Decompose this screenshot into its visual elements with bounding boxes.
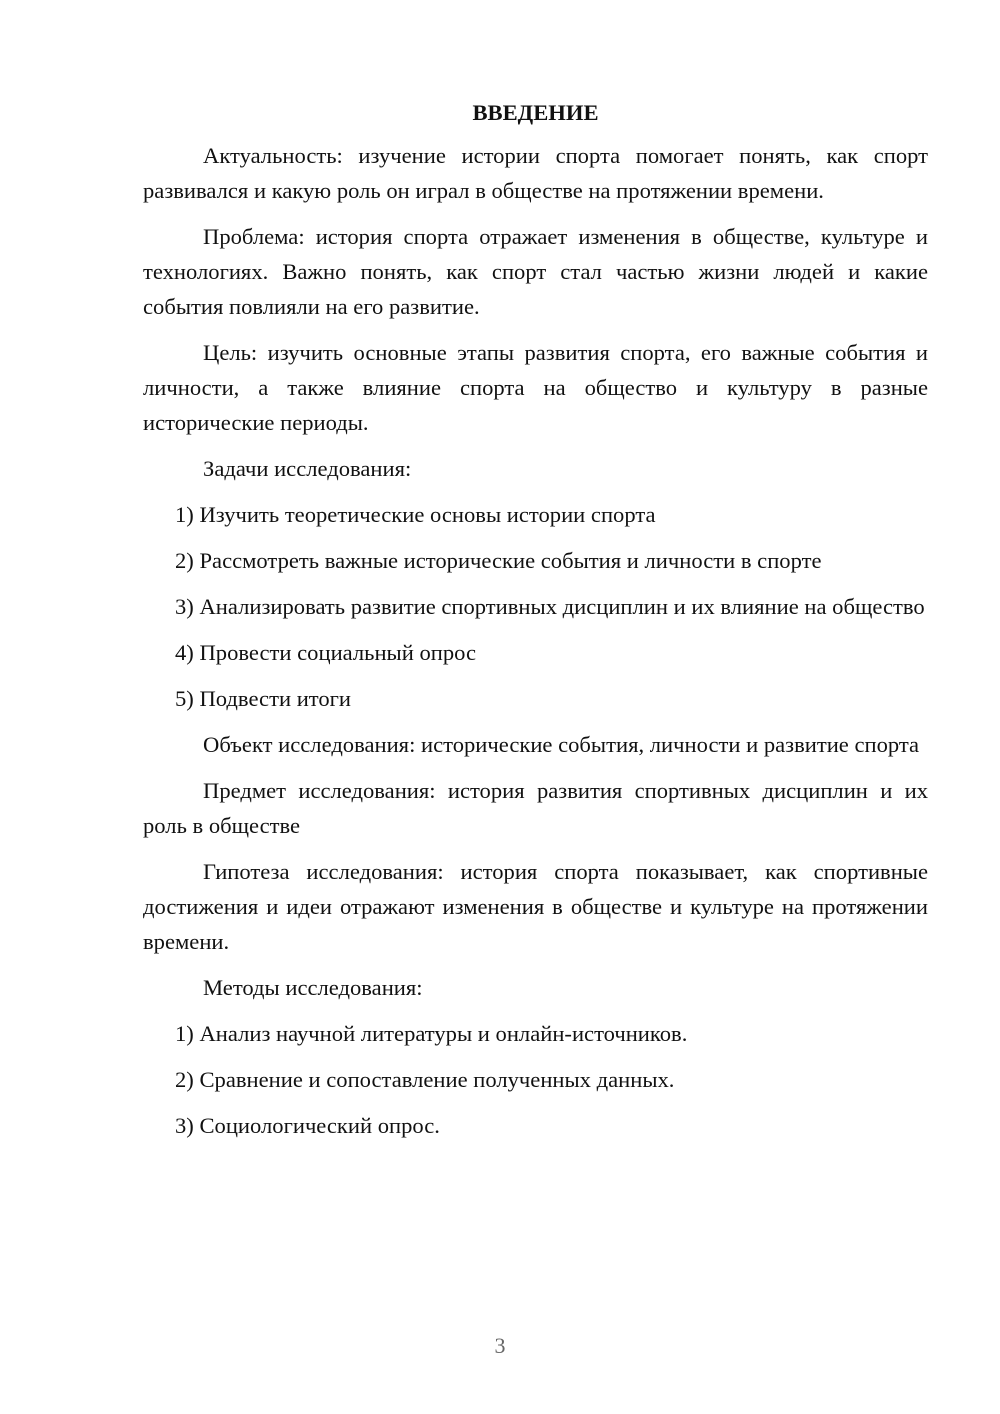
tasks-heading: Задачи исследования: [203,456,412,481]
method-item: 3) Социологический опрос. [175,1113,440,1138]
method-item: 1) Анализ научной литературы и онлайн-источников. [175,1021,688,1046]
task-item: 4) Провести социальный опрос [175,640,477,665]
object-paragraph: Объект исследования: исторические события, личности и развитие спорта [203,732,920,757]
subject-paragraph: Предмет исследования: история развития спортивных дисциплин и их роль в обществе [143,778,928,838]
task-item: 2) Рассмотреть важные исторические события и личности в спорте [175,548,822,573]
hypothesis-paragraph: Гипотеза исследования: история спорта показывает, как спортивные достижения и идеи отражают изменения в обществе и культуре на протяжении времени. [143,859,928,954]
goal-paragraph: Цель: изучить основные этапы развития спорта, его важные события и личности, а также влияние спорта на общество и культуру в разные исторические периоды. [143,340,928,435]
task-item: 1) Изучить теоретические основы истории спорта [175,502,656,527]
task-item: 3) Анализировать развитие спортивных дисциплин и их влияние на общество [175,594,925,619]
relevance-paragraph: Актуальность: изучение истории спорта помогает понять, как спорт развивался и какую роль он играл в обществе на протяжении времени. [143,143,928,203]
page-number: 3 [494,1333,506,1358]
method-item: 2) Сравнение и сопоставление полученных данных. [175,1067,675,1092]
methods-heading: Методы исследования: [203,975,423,1000]
document-body [143,95,928,1154]
page-title: ВВЕДЕНИЕ [472,100,599,125]
problem-paragraph: Проблема: история спорта отражает изменения в обществе, культуре и технологиях. Важно понять, как спорт стал частью жизни людей и какие события повлияли на его развитие. [143,224,928,319]
task-item: 5) Подвести итоги [175,686,352,711]
